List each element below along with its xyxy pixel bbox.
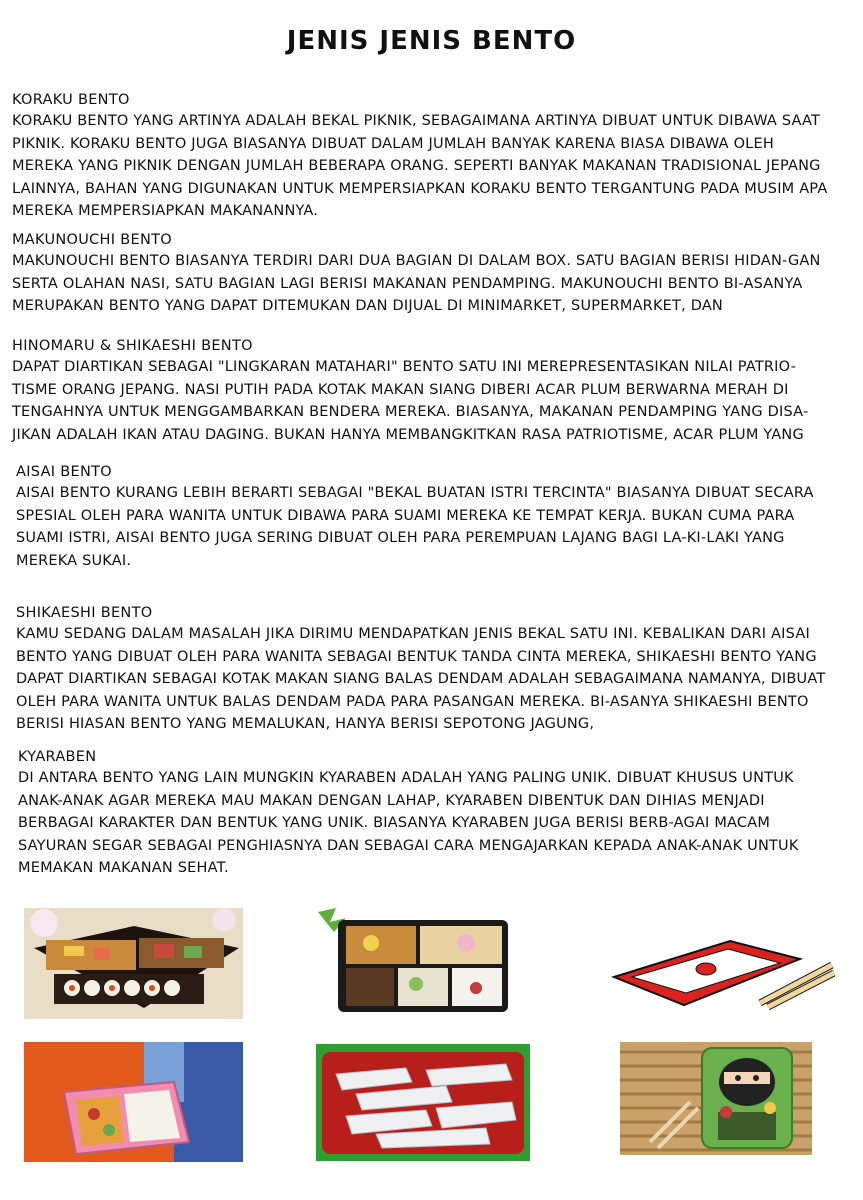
section-aisai-bento — [16, 462, 836, 572]
section-body: MAKUNOUCHI BENTO BIASANYA TERDIRI DARI DUA BAGIAN DI DALAM BOX. SATU BAGIAN BERISI HIDAN-GAN SERTA OLAHAN NASI, SATU BAGIAN LAGI BERISI MAKANAN PENDAMPING. MAKUNOUCHI BENTO BI-ASANYA MERUPAKAN BENTO YANG DAPAT DITEMUKAN DAN DIJUAL DI MINIMARKET, SUPERMARKET, DAN — [12, 253, 821, 314]
section-body: KORAKU BENTO YANG ARTINYA ADALAH BEKAL PIKNIK, SEBAGAIMANA ARTINYA DIBUAT UNTUK DIBAWA SAAT PIKNIK. KORAKU BENTO JUGA BIASANYA DIBUAT DALAM JUMLAH BANYAK KARENA BIASA DIBAWA OLEH MEREKA YANG PIKNIK DENGAN JUMLAH BEBERAPA ORANG. SEPERTI BANYAK MAKANAN TRADISIONAL JEPANG LAINNYA, BAHAN YANG DIGUNAKAN UNTUK MEMPERSIAPKAN KORAKU BENTO TERGANTUNG PADA MUSIM APA MEREKA MEMPERSIAPKAN MAKANANNYA. — [12, 113, 828, 219]
section-heading: SHIKAESHI BENTO — [16, 605, 153, 621]
aisai-bento-photo — [24, 1042, 243, 1162]
hinomaru-bento-illustration — [610, 935, 835, 1010]
section-body: DAPAT DIARTIKAN SEBAGAI "LINGKARAN MATAHARI" BENTO SATU INI MEREPRESENTASIKAN NILAI PATRIO-TISME ORANG JEPANG. NASI PUTIH PADA KOTAK MAKAN SIANG DIBERI ACAR PLUM BERWARNA MERAH DI TENGAHNYA UNTUK MENGGAMBARKAN BENDERA MEREKA. BIASANYA, MAKANAN PENDAMPING YANG DISA-JIKAN ADALAH IKAN ATAU DAGING. BUKAN HANYA MEMBANGKITKAN RASA PATRIOTISME, ACAR PLUM YANG — [12, 359, 809, 443]
shikaeshi-bento-photo — [316, 1044, 530, 1161]
makunouchi-bento-photo — [316, 908, 516, 1019]
section-body: KAMU SEDANG DALAM MASALAH JIKA DIRIMU MENDAPATKAN JENIS BEKAL SATU INI. KEBALIKAN DARI AISAI BENTO YANG DIBUAT OLEH PARA WANITA SEBAGAI BENTUK TANDA CINTA MEREKA, SHIKAESHI BENTO YANG DAPAT DIARTIKAN SEBAGAI KOTAK MAKAN SIANG BALAS DENDAM ADALAH SEBAGAIMANA NAMANYA, DIBUAT OLEH PARA WANITA UNTUK BALAS DENDAM PADA PARA PASANGAN MEREKA. BI-ASANYA SHIKAESHI BENTO BERISI HIASAN BENTO YANG MEMALUKAN, HANYA BERISI SEPOTONG JAGUNG, — [16, 626, 826, 732]
koraku-bento-photo — [24, 908, 243, 1019]
section-body: AISAI BENTO KURANG LEBIH BERARTI SEBAGAI "BEKAL BUATAN ISTRI TERCINTA" BIASANYA DIBUAT SECARA SPESIAL OLEH PARA WANITA UNTUK DIBAWA PARA SUAMI MEREKA KE TEMPAT KERJA. BUKAN CUMA PARA SUAMI ISTRI, AISAI BENTO JUGA SERING DIBUAT OLEH PARA PEREMPUAN LAJANG BAGI LA-KI-LAKI YANG MEREKA SUKAI. — [16, 485, 814, 569]
section-heading: AISAI BENTO — [16, 464, 112, 480]
section-makunouchi-bento — [12, 230, 832, 318]
section-heading: KORAKU BENTO — [12, 92, 130, 108]
section-heading: MAKUNOUCHI BENTO — [12, 232, 172, 248]
section-kyaraben — [18, 747, 838, 880]
section-heading: HINOMARU & SHIKAESHI BENTO — [12, 338, 253, 354]
section-body: DI ANTARA BENTO YANG LAIN MUNGKIN KYARABEN ADALAH YANG PALING UNIK. DIBUAT KHUSUS UNTUK ANAK-ANAK AGAR MEREKA MAU MAKAN DENGAN LAHAP, KYARABEN DIBENTUK DAN DIHIAS MENJADI BERBAGAI KARAKTER DAN BENTUK YANG UNIK. BIASANYA KYARABEN JUGA BERISI BERB-AGAI MACAM SAYURAN SEGAR SEBAGAI PENGHIASNYA DAN SEBAGAI CARA MENGAJARKAN KEPADA ANAK-ANAK UNTUK MEMAKAN MAKANAN SEHAT. — [18, 770, 799, 876]
section-koraku-bento — [12, 90, 832, 223]
section-shikaeshi-bento — [16, 603, 836, 736]
page-title: JENIS JENIS BENTO — [286, 26, 577, 56]
section-hinomaru-bento — [12, 336, 832, 446]
kyaraben-photo — [620, 1042, 812, 1155]
section-heading: KYARABEN — [18, 749, 97, 765]
